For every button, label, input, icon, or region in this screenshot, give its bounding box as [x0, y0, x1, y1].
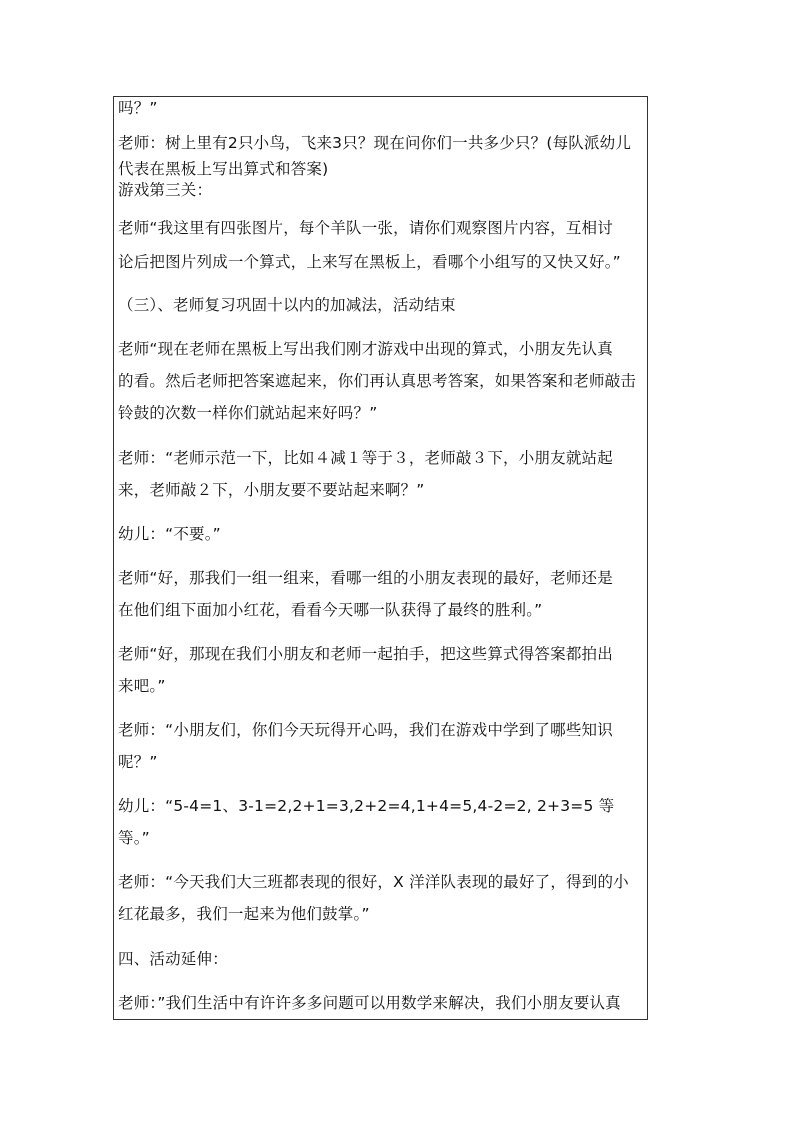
text-line: 老师：树上里有2只小鸟，飞来3只？现在问你们一共多少只？(每队派幼儿: [118, 134, 632, 152]
text-line: 老师“好，那我们一组一组来，看哪一组的小朋友表现的最好，老师还是: [118, 569, 613, 587]
text-line: 老师“好，那现在我们小朋友和老师一起拍手，把这些算式得答案都拍出: [118, 645, 613, 663]
text-line: 铃鼓的次数一样你们就站起来好吗？”: [118, 404, 378, 422]
text-line: 吗？”: [118, 99, 158, 117]
text-line: 老师：“老师示范一下，比如４减１等于３，老师敲３下，小朋友就站起: [118, 449, 613, 467]
text-line: 来吧。”: [118, 677, 166, 695]
text-line: 幼儿：“5-4=1、3-1=2,2+1=3,2+2=4,1+4=5,4-2=2, 2+3=5 等: [118, 797, 615, 815]
section-heading: 四、活动延伸：: [118, 950, 228, 968]
text-line: 代表在黑板上写出算式和答案): [118, 160, 329, 178]
text-line: 论后把图片列成一个算式，上来写在黑板上，看哪个小组写的又快又好。”: [118, 253, 621, 271]
text-line: 在他们组下面加小红花，看看今天哪一队获得了最终的胜利。”: [118, 601, 543, 619]
text-line: 幼儿：“不要。”: [118, 525, 221, 543]
section-heading: （三）、老师复习巩固十以内的加减法，活动结束: [118, 296, 456, 314]
text-line: 老师：“小朋友们，你们今天玩得开心吗，我们在游戏中学到了哪些知识: [118, 721, 613, 739]
text-line: 的看。然后老师把答案遮起来，你们再认真思考答案，如果答案和老师敲击: [118, 372, 637, 390]
text-line: 游戏第三关：: [118, 181, 213, 199]
text-line: 来，老师敲２下，小朋友要不要站起来啊？”: [118, 481, 425, 499]
text-line: 等。”: [118, 829, 150, 847]
text-line: 老师：”我们生活中有许许多多问题可以用数学来解决，我们小朋友要认真: [118, 994, 621, 1012]
text-line: 老师：“今天我们大三班都表现的很好，X 洋洋队表现的最好了，得到的小: [118, 873, 629, 891]
text-line: 老师“现在老师在黑板上写出我们刚才游戏中出现的算式，小朋友先认真: [118, 340, 613, 358]
text-line: 老师“我这里有四张图片，每个羊队一张，请你们观察图片内容，互相讨: [118, 219, 613, 237]
text-line: 呢？”: [118, 753, 158, 771]
text-line: 红花最多，我们一起来为他们鼓掌。”: [118, 905, 370, 923]
